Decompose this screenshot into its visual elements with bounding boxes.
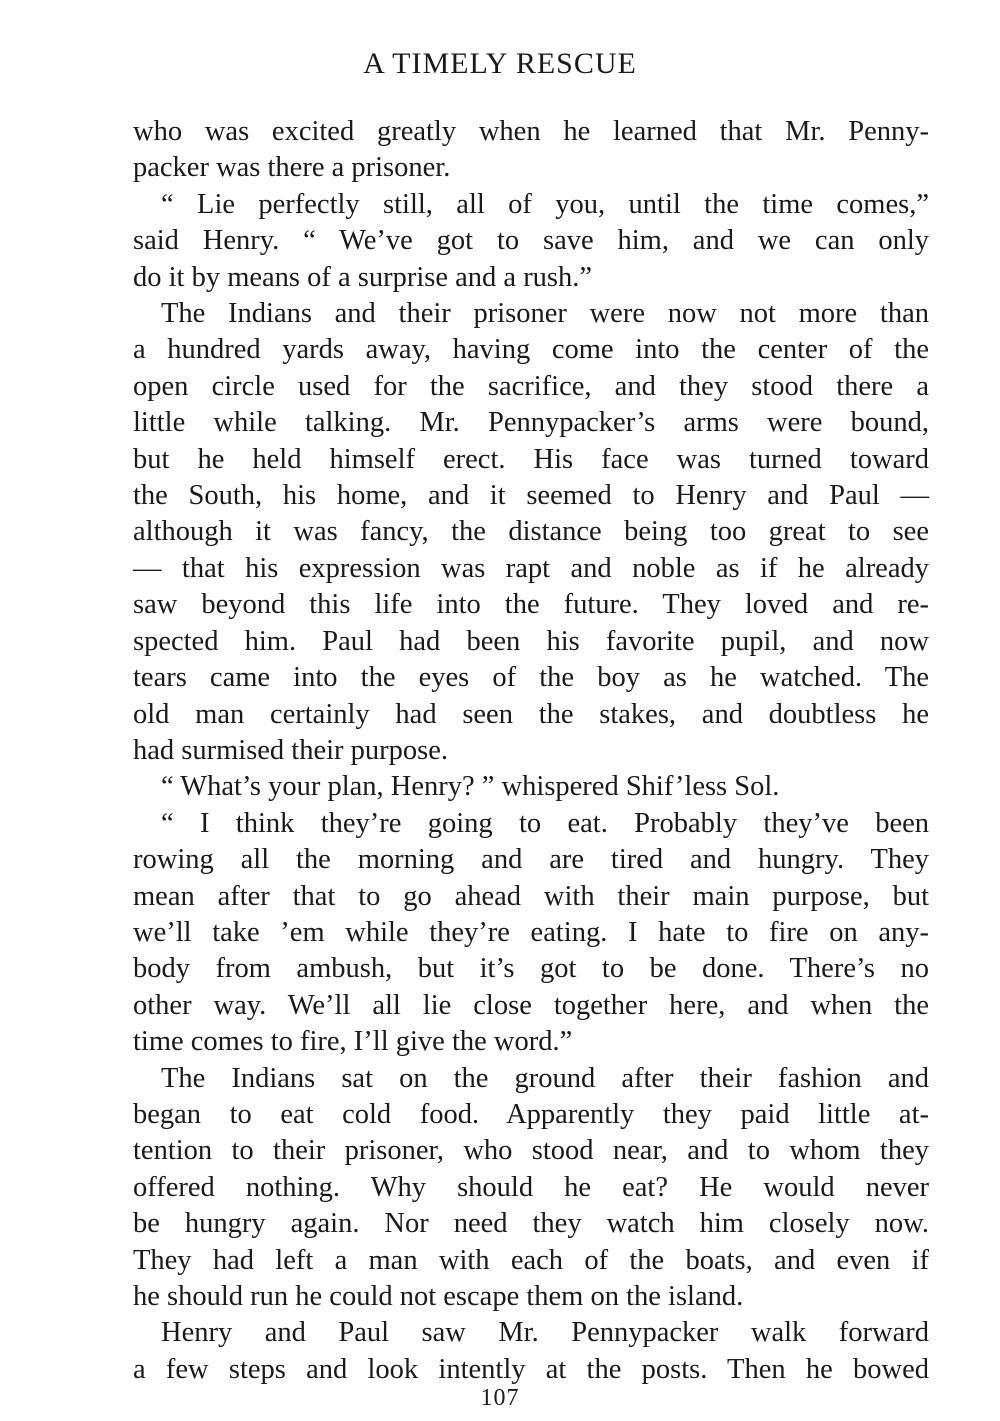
text-line: packer was there a prisoner.	[133, 152, 451, 184]
text-line: do it by means of a surprise and a rush.”	[133, 261, 593, 293]
text-line: — that his expression was rapt and noble as if he already	[133, 552, 929, 584]
text-line: The Indians and their prisoner were now not more than	[161, 298, 929, 330]
text-line: open circle used for the sacrifice, and they stood there a	[133, 370, 929, 402]
text-line: began to eat cold food. Apparently they paid little at-	[133, 1098, 929, 1130]
text-line: rowing all the morning and are tired and hungry. They	[133, 844, 929, 876]
text-line: who was excited greatly when he learned that Mr. Penny-	[133, 116, 929, 147]
text-line: be hungry again. Nor need they watch him closely now.	[133, 1208, 929, 1240]
text-line: tention to their prisoner, who stood near, and to whom they	[133, 1135, 929, 1167]
text-line: had surmised their purpose.	[133, 734, 449, 766]
paragraph	[133, 114, 929, 187]
text-line: we’ll take ’em while they’re eating. I hate to fire on any-	[133, 916, 929, 948]
paragraph	[133, 769, 929, 805]
text-line: offered nothing. Why should he eat? He would never	[133, 1171, 929, 1203]
text-line: little while talking. Mr. Pennypacker’s arms were bound,	[133, 407, 929, 439]
text-line: Henry and Paul saw Mr. Pennypacker walk forward	[161, 1317, 929, 1349]
text-line: “ I think they’re going to eat. Probably they’ve been	[161, 807, 929, 839]
text-line: mean after that to go ahead with their main purpose, but	[133, 880, 929, 912]
page-number: 107	[480, 1385, 520, 1411]
text-line: time comes to fire, I’ll give the word.”	[133, 1026, 573, 1058]
paragraph	[133, 1061, 929, 1316]
text-line: “ Lie perfectly still, all of you, until the time comes,”	[161, 188, 929, 220]
text-line: but he held himself erect. His face was turned toward	[133, 443, 929, 475]
paragraph	[133, 1315, 929, 1388]
body-text	[133, 114, 929, 1388]
text-line: other way. We’ll all lie close together here, and when the	[133, 989, 929, 1021]
paragraph	[133, 187, 929, 296]
text-line: They had left a man with each of the boats, and even if	[133, 1244, 929, 1276]
paragraph	[133, 806, 929, 1061]
text-line: The Indians sat on the ground after their fashion and	[161, 1062, 929, 1094]
text-line: old man certainly had seen the stakes, and doubtless he	[133, 698, 929, 730]
text-line: body from ambush, but it’s got to be done. There’s no	[133, 953, 929, 985]
text-line: a few steps and look intently at the posts. Then he bowed	[133, 1353, 929, 1385]
text-line: saw beyond this life into the future. They loved and re-	[133, 589, 929, 621]
running-head: A TIMELY RESCUE	[363, 47, 637, 80]
text-line: although it was fancy, the distance being too great to see	[133, 516, 929, 548]
paragraph	[133, 296, 929, 769]
text-line: he should run he could not escape them on the island.	[133, 1281, 744, 1312]
text-line: a hundred yards away, having come into the center of the	[133, 334, 929, 366]
text-line: spected him. Paul had been his favorite pupil, and now	[133, 625, 929, 657]
text-line: the South, his home, and it seemed to Henry and Paul —	[133, 480, 929, 512]
text-line: said Henry. “ We’ve got to save him, and we can only	[133, 225, 929, 257]
text-line: tears came into the eyes of the boy as he watched. The	[133, 662, 929, 694]
text-line: “ What’s your plan, Henry? ” whispered Shif’less Sol.	[161, 771, 780, 803]
